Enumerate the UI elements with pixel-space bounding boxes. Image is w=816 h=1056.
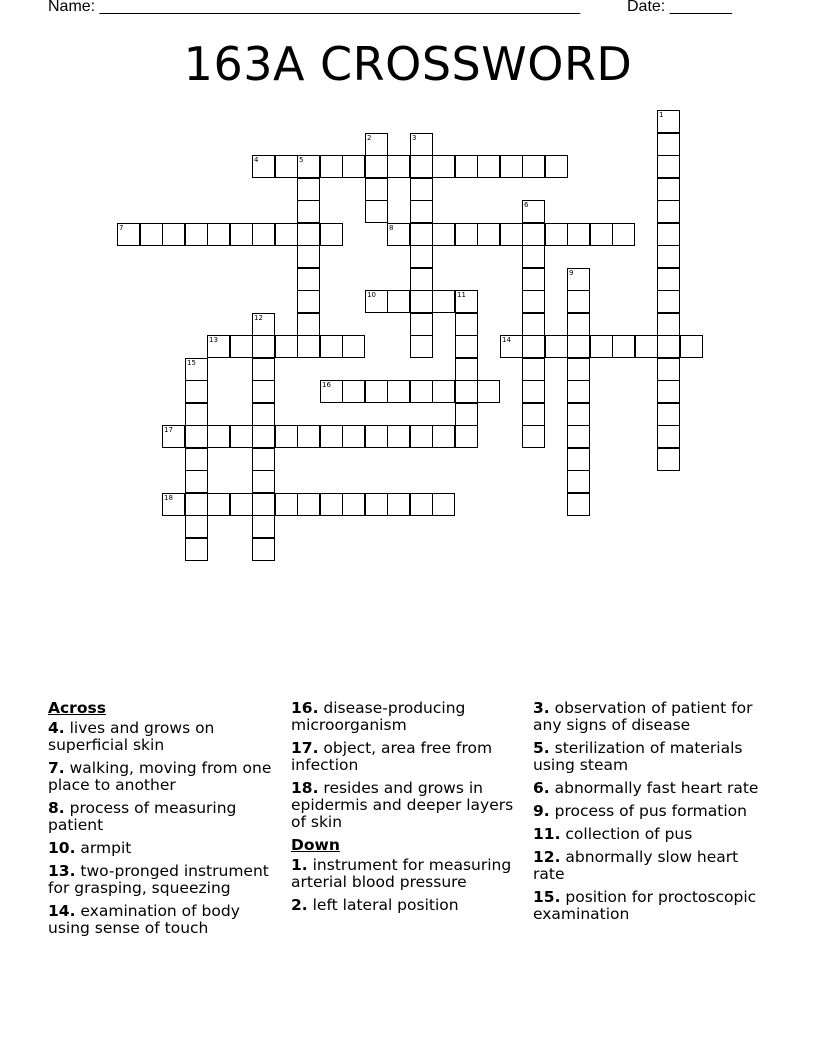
clue-number: 5. — [533, 739, 550, 757]
grid-cell[interactable] — [657, 403, 680, 426]
cell-number: 14 — [502, 336, 511, 344]
grid-cell[interactable] — [410, 155, 433, 178]
grid-cell[interactable] — [455, 358, 478, 381]
page-title: 163A CROSSWORD — [183, 37, 633, 91]
grid-cell[interactable] — [612, 335, 635, 358]
grid-cell[interactable] — [657, 335, 680, 358]
grid-cell[interactable] — [252, 493, 275, 516]
grid-cell[interactable] — [522, 290, 545, 313]
grid-cell[interactable] — [567, 358, 590, 381]
cell-number: 18 — [164, 494, 173, 502]
clue-text: collection of pus — [565, 825, 693, 843]
clue-text: two-pronged instrument for grasping, squeezing — [48, 862, 269, 897]
grid-cell[interactable] — [567, 290, 590, 313]
grid-cell[interactable] — [185, 470, 208, 493]
grid-cell[interactable] — [365, 178, 388, 201]
grid-cell[interactable] — [522, 425, 545, 448]
clue-number: 15. — [533, 888, 561, 906]
clue-text: armpit — [80, 839, 132, 857]
grid-cell[interactable] — [522, 268, 545, 291]
cell-number: 10 — [367, 291, 376, 299]
clue-number: 17. — [291, 739, 319, 757]
clue-text: abnormally slow heart rate — [533, 848, 739, 883]
clue-down-3 — [533, 700, 768, 734]
grid-cell[interactable] — [297, 425, 320, 448]
grid-cell[interactable] — [432, 380, 455, 403]
grid-cell[interactable] — [567, 448, 590, 471]
grid-cell[interactable] — [252, 380, 275, 403]
grid-cell[interactable] — [275, 493, 298, 516]
grid-cell[interactable] — [342, 380, 365, 403]
clue-text: process of pus formation — [554, 802, 747, 820]
date-field[interactable]: Date: _______ — [627, 0, 732, 15]
grid-cell[interactable] — [657, 223, 680, 246]
grid-cell[interactable] — [545, 155, 568, 178]
cell-number: 11 — [457, 291, 466, 299]
grid-cell[interactable] — [297, 290, 320, 313]
grid-cell[interactable] — [657, 425, 680, 448]
grid-cell[interactable] — [252, 223, 275, 246]
clue-text: left lateral position — [312, 896, 459, 914]
clue-number: 1. — [291, 856, 308, 874]
grid-cell[interactable] — [410, 425, 433, 448]
grid-cell[interactable] — [477, 380, 500, 403]
grid-cell[interactable] — [432, 493, 455, 516]
grid-cell[interactable] — [252, 470, 275, 493]
name-field[interactable]: Name: ______________________________________________________ — [48, 0, 581, 15]
grid-cell[interactable] — [297, 245, 320, 268]
grid-cell[interactable] — [567, 313, 590, 336]
clue-across-8 — [48, 800, 278, 834]
grid-cell[interactable] — [657, 448, 680, 471]
grid-cell[interactable] — [410, 178, 433, 201]
grid-cell[interactable] — [230, 425, 253, 448]
clue-number: 11. — [533, 825, 561, 843]
clue-number: 13. — [48, 862, 76, 880]
grid-cell[interactable] — [522, 380, 545, 403]
clue-number: 4. — [48, 719, 65, 737]
grid-cell[interactable] — [500, 155, 523, 178]
cell-number: 6 — [524, 201, 529, 209]
grid-cell[interactable] — [657, 380, 680, 403]
clue-down-12 — [533, 849, 768, 883]
grid-cell[interactable] — [207, 223, 230, 246]
grid-cell[interactable] — [230, 223, 253, 246]
grid-cell[interactable] — [477, 155, 500, 178]
grid-cell[interactable] — [252, 403, 275, 426]
grid-cell[interactable] — [342, 425, 365, 448]
clue-across-13 — [48, 863, 278, 897]
grid-cell[interactable] — [365, 493, 388, 516]
grid-cell[interactable] — [320, 425, 343, 448]
grid-cell[interactable] — [522, 403, 545, 426]
grid-cell[interactable] — [185, 403, 208, 426]
grid-cell[interactable] — [500, 223, 523, 246]
cell-number: 17 — [164, 426, 173, 434]
clue-across-7 — [48, 760, 278, 794]
clue-down-11 — [533, 826, 768, 843]
grid-cell[interactable] — [297, 493, 320, 516]
grid-cell[interactable] — [410, 313, 433, 336]
clue-column-3 — [533, 700, 768, 929]
clue-text: examination of body using sense of touch — [48, 902, 240, 937]
grid-cell[interactable] — [657, 313, 680, 336]
grid-cell[interactable] — [365, 200, 388, 223]
grid-cell[interactable] — [657, 155, 680, 178]
clue-text: observation of patient for any signs of disease — [533, 699, 753, 734]
grid-cell[interactable] — [185, 515, 208, 538]
grid-cell[interactable] — [320, 223, 343, 246]
grid-cell[interactable] — [567, 470, 590, 493]
grid-cell[interactable] — [252, 425, 275, 448]
clue-across-4 — [48, 720, 278, 754]
clue-down-6 — [533, 780, 768, 797]
grid-cell[interactable] — [185, 425, 208, 448]
grid-cell[interactable] — [455, 403, 478, 426]
grid-cell[interactable] — [567, 493, 590, 516]
grid-cell[interactable] — [342, 493, 365, 516]
grid-cell[interactable] — [365, 380, 388, 403]
clue-text: walking, moving from one place to another — [48, 759, 272, 794]
grid-cell[interactable] — [522, 358, 545, 381]
cell-number: 16 — [322, 381, 331, 389]
grid-cell[interactable] — [522, 335, 545, 358]
grid-cell[interactable] — [387, 380, 410, 403]
grid-cell[interactable] — [657, 268, 680, 291]
grid-cell[interactable] — [522, 313, 545, 336]
grid-cell[interactable] — [567, 380, 590, 403]
grid-cell[interactable] — [432, 290, 455, 313]
grid-cell[interactable] — [432, 155, 455, 178]
grid-cell[interactable] — [252, 448, 275, 471]
grid-cell[interactable] — [252, 358, 275, 381]
clue-down-15 — [533, 889, 768, 923]
grid-cell[interactable] — [252, 515, 275, 538]
grid-cell[interactable] — [320, 335, 343, 358]
grid-cell[interactable] — [432, 223, 455, 246]
grid-cell[interactable] — [342, 155, 365, 178]
across-heading: Across — [48, 699, 106, 717]
cell-number: 9 — [569, 269, 574, 277]
grid-cell[interactable] — [297, 200, 320, 223]
grid-cell[interactable] — [230, 335, 253, 358]
grid-cell[interactable] — [297, 178, 320, 201]
clue-column-2 — [291, 700, 519, 920]
clue-text: object, area free from infection — [291, 739, 493, 774]
grid-cell[interactable] — [545, 223, 568, 246]
grid-cell[interactable] — [185, 538, 208, 561]
grid-cell[interactable] — [387, 425, 410, 448]
clue-across-18 — [291, 780, 519, 831]
cell-number: 4 — [254, 156, 259, 164]
grid-cell[interactable] — [387, 290, 410, 313]
grid-cell[interactable] — [455, 380, 478, 403]
grid-cell[interactable] — [657, 358, 680, 381]
clue-text: abnormally fast heart rate — [554, 779, 759, 797]
clue-text: disease-producing microorganism — [291, 699, 466, 734]
clue-text: instrument for measuring arterial blood pressure — [291, 856, 512, 891]
grid-cell[interactable] — [657, 245, 680, 268]
grid-cell[interactable] — [612, 223, 635, 246]
grid-cell[interactable] — [207, 425, 230, 448]
grid-cell[interactable] — [297, 313, 320, 336]
clue-number: 14. — [48, 902, 76, 920]
cell-number: 1 — [659, 111, 664, 119]
grid-cell[interactable] — [522, 155, 545, 178]
grid-cell[interactable] — [567, 425, 590, 448]
clue-number: 6. — [533, 779, 550, 797]
grid-cell[interactable] — [410, 245, 433, 268]
clue-down-5 — [533, 740, 768, 774]
grid-cell[interactable] — [297, 268, 320, 291]
grid-cell[interactable] — [635, 335, 658, 358]
grid-cell[interactable] — [252, 538, 275, 561]
grid-cell[interactable] — [657, 133, 680, 156]
cell-number: 2 — [367, 134, 372, 142]
clue-across-16 — [291, 700, 519, 734]
grid-cell[interactable] — [455, 425, 478, 448]
grid-cell[interactable] — [567, 403, 590, 426]
cell-number: 12 — [254, 314, 263, 322]
grid-cell[interactable] — [657, 200, 680, 223]
cell-number: 13 — [209, 336, 218, 344]
cell-number: 15 — [187, 359, 196, 367]
clue-text: sterilization of materials using steam — [533, 739, 743, 774]
grid-cell[interactable] — [410, 335, 433, 358]
grid-cell[interactable] — [680, 335, 703, 358]
grid-cell[interactable] — [275, 425, 298, 448]
clue-across-14 — [48, 903, 278, 937]
grid-cell[interactable] — [275, 155, 298, 178]
grid-cell[interactable] — [185, 448, 208, 471]
grid-cell[interactable] — [252, 335, 275, 358]
clue-column-1 — [48, 700, 278, 943]
clue-down-1 — [291, 857, 519, 891]
clue-number: 7. — [48, 759, 65, 777]
grid-cell[interactable] — [432, 425, 455, 448]
grid-cell[interactable] — [387, 493, 410, 516]
grid-cell[interactable] — [342, 335, 365, 358]
grid-cell[interactable] — [140, 223, 163, 246]
grid-cell[interactable] — [657, 178, 680, 201]
grid-cell[interactable] — [207, 493, 230, 516]
grid-cell[interactable] — [162, 223, 185, 246]
grid-cell[interactable] — [387, 155, 410, 178]
clue-across-10 — [48, 840, 278, 857]
cell-number: 7 — [119, 224, 124, 232]
grid-cell[interactable] — [275, 335, 298, 358]
grid-cell[interactable] — [365, 425, 388, 448]
cell-number: 8 — [389, 224, 394, 232]
clue-down-2 — [291, 897, 519, 914]
clue-number: 12. — [533, 848, 561, 866]
grid-cell[interactable] — [455, 335, 478, 358]
grid-cell[interactable] — [657, 290, 680, 313]
grid-cell[interactable] — [455, 155, 478, 178]
clue-text: lives and grows on superficial skin — [48, 719, 215, 754]
grid-cell[interactable] — [522, 223, 545, 246]
grid-cell[interactable] — [522, 245, 545, 268]
grid-cell[interactable] — [455, 223, 478, 246]
clue-text: process of measuring patient — [48, 799, 237, 834]
grid-cell[interactable] — [410, 290, 433, 313]
grid-cell[interactable] — [567, 335, 590, 358]
grid-cell[interactable] — [410, 380, 433, 403]
grid-cell[interactable] — [567, 223, 590, 246]
grid-cell[interactable] — [477, 223, 500, 246]
cell-number: 5 — [299, 156, 304, 164]
grid-cell[interactable] — [297, 335, 320, 358]
clue-number: 10. — [48, 839, 76, 857]
grid-cell[interactable] — [545, 335, 568, 358]
clue-number: 3. — [533, 699, 550, 717]
clue-number: 16. — [291, 699, 319, 717]
grid-cell[interactable] — [185, 380, 208, 403]
clue-down-9 — [533, 803, 768, 820]
grid-cell[interactable] — [410, 200, 433, 223]
grid-cell[interactable] — [590, 223, 613, 246]
grid-cell[interactable] — [230, 493, 253, 516]
cell-number: 3 — [412, 134, 417, 142]
grid-cell[interactable] — [365, 155, 388, 178]
grid-cell[interactable] — [320, 155, 343, 178]
grid-cell[interactable] — [297, 223, 320, 246]
grid-cell[interactable] — [410, 268, 433, 291]
grid-cell[interactable] — [275, 223, 298, 246]
grid-cell[interactable] — [455, 313, 478, 336]
grid-cell[interactable] — [590, 335, 613, 358]
clue-text: resides and grows in epidermis and deeper layers of skin — [291, 779, 514, 831]
grid-cell[interactable] — [185, 493, 208, 516]
grid-cell[interactable] — [410, 493, 433, 516]
grid-cell[interactable] — [185, 223, 208, 246]
clue-across-17 — [291, 740, 519, 774]
grid-cell[interactable] — [410, 223, 433, 246]
clue-number: 8. — [48, 799, 65, 817]
grid-cell[interactable] — [320, 493, 343, 516]
down-heading: Down — [291, 836, 340, 854]
clue-text: position for proctoscopic examination — [533, 888, 757, 923]
clue-number: 9. — [533, 802, 550, 820]
clue-number: 18. — [291, 779, 319, 797]
clue-number: 2. — [291, 896, 308, 914]
